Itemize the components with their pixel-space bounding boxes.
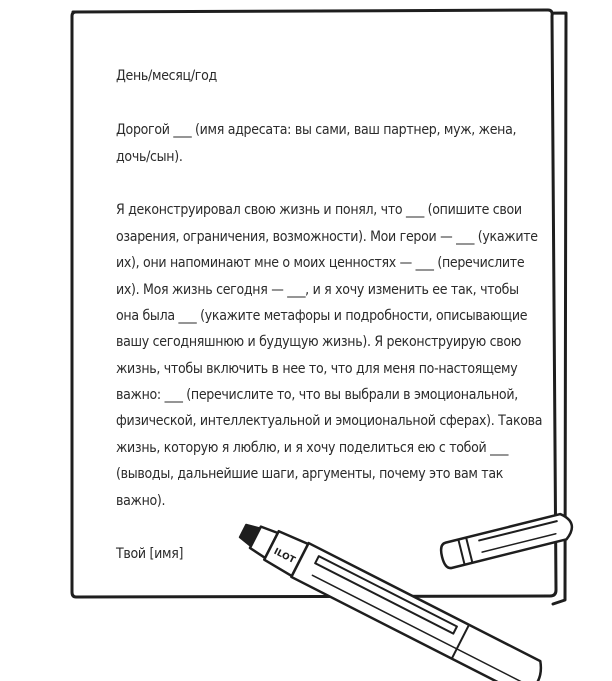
letter-body-line: вашу сегодняшнюю и будущую жизнь). Я реконструирую свою	[116, 334, 522, 350]
letter-body-line: жизнь, чтобы включить в нее то, что для меня по-настоящему	[116, 361, 518, 377]
letter-body-line: важно: ___ (перечислите то, что вы выбрали в эмоциональной,	[116, 387, 518, 403]
letter-greeting-line: дочь/сын).	[116, 149, 183, 165]
letter-greeting-line: Дорогой ___ (имя адресата: вы сами, ваш партнер, муж, жена,	[116, 122, 517, 138]
letter-body-line: их), они напоминают мне о моих ценностях — ___ (перечислите	[116, 255, 525, 271]
letter-body-line: она была ___ (укажите метафоры и подробности, описывающие	[116, 308, 528, 324]
letter-body-line: жизнь, которую я люблю, и я хочу поделиться ею с тобой ___	[116, 440, 509, 456]
letter-body-line: озарения, ограничения, возможности). Мои герои — ___ (укажите	[116, 229, 538, 245]
letter-date: День/месяц/год	[116, 68, 217, 84]
letter-signature: Твой [имя]	[116, 546, 184, 562]
letter-body-line: их). Моя жизнь сегодня — ___, и я хочу изменить ее так, чтобы	[116, 282, 519, 298]
letter-body-line: важно).	[116, 493, 166, 509]
letter-body-line: Я деконструировал свою жизнь и понял, что ___ (опишите свои	[116, 202, 522, 218]
pen-brand-label: ILOT	[271, 546, 297, 567]
letter-body-line: (выводы, дальнейшие шаги, аргументы, почему это вам так	[116, 466, 504, 482]
letter-body-line: физической, интеллектуальной и эмоциональной сферах). Такова	[116, 413, 543, 429]
